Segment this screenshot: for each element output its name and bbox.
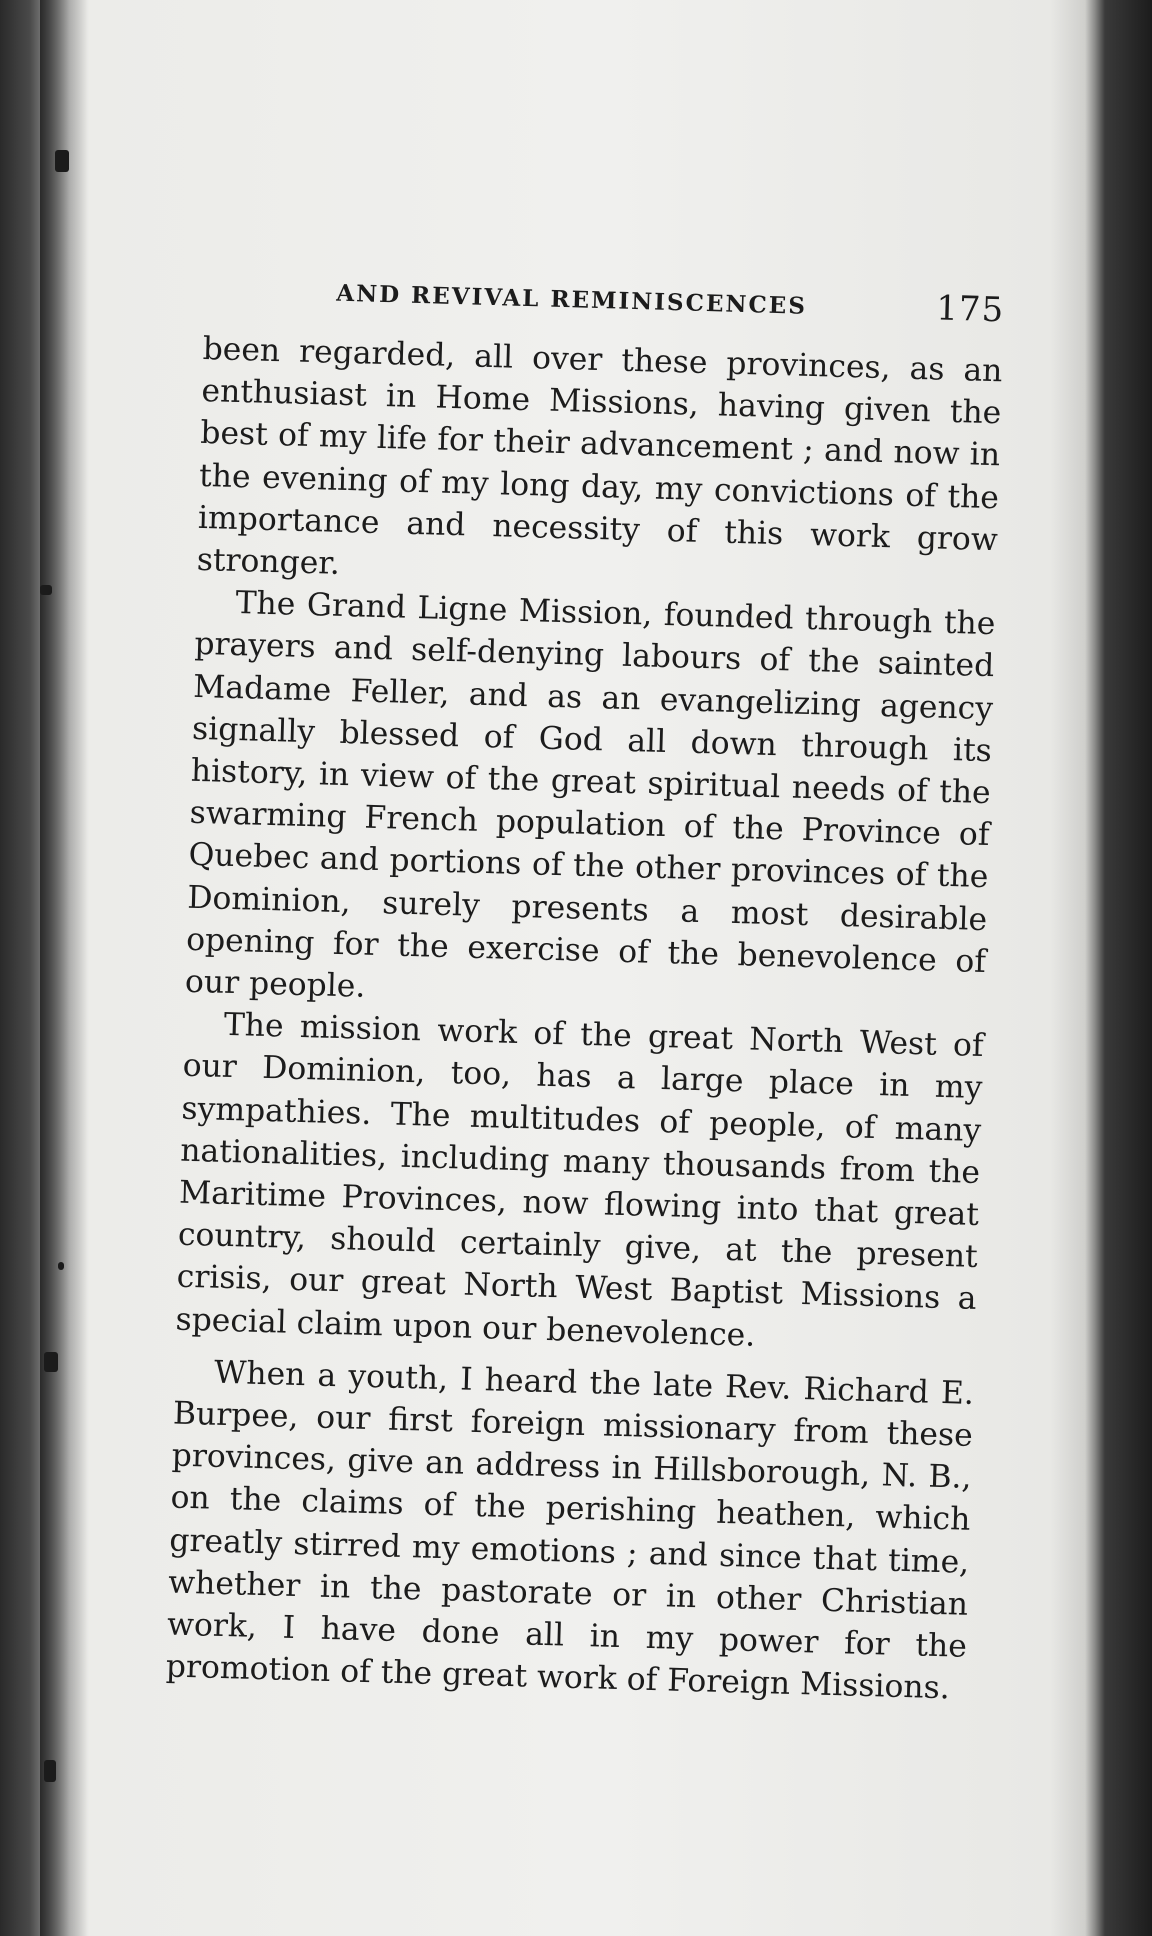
spine-mark xyxy=(44,1352,58,1372)
body-text xyxy=(165,328,1003,1710)
book-spine-shadow xyxy=(40,0,88,1936)
spine-mark xyxy=(40,585,52,595)
spine-mark xyxy=(55,150,69,172)
paragraph: been regarded, all over these provinces, as an enthusiast in Home Missions, having given the best of my life for their advancement ; and now in the evening of my long day, my convictions of the importance and necessity of this work grow stronger. xyxy=(196,330,1003,582)
paragraph: The mission work of the great North West of our Dominion, too, has a large place in my sympathies. The multitudes of people, of many nationalities, including many thousands from the Maritime Provinces, now flowing into that great country, should certainly give, at the present crisis, our great North West Baptist Missions a special claim upon our benevolence. xyxy=(175,1007,985,1354)
spine-mark xyxy=(44,1760,56,1782)
page-number: 175 xyxy=(935,288,1005,331)
paragraph: When a youth, I heard the late Rev. Richard E. Burpee, our first foreign missionary from these provinces, give an address in Hillsborough, N. B., on the claims of the perishing heathen, which greatly stirred my emotions ; and since that time, whether in the pastorate or in other Christian work, I have done all in my power for the promotion of the great work of Foreign Missions. xyxy=(165,1354,975,1707)
book-page xyxy=(165,268,1004,1710)
paragraph: The Grand Ligne Mission, founded through the prayers and self-denying labours of the sainted Madame Feller, and as an evangelizing agency signally blessed of God all down through its history, in view of the great spiritual needs of the swarming French population of the Province of Quebec and portions of the other provinces of the Dominion, surely presents a most desirable opening for the exercise of the benevolence of our people. xyxy=(184,585,996,1005)
spine-mark xyxy=(58,1262,64,1270)
running-title: AND REVIVAL REMINISCENCES xyxy=(335,279,808,320)
